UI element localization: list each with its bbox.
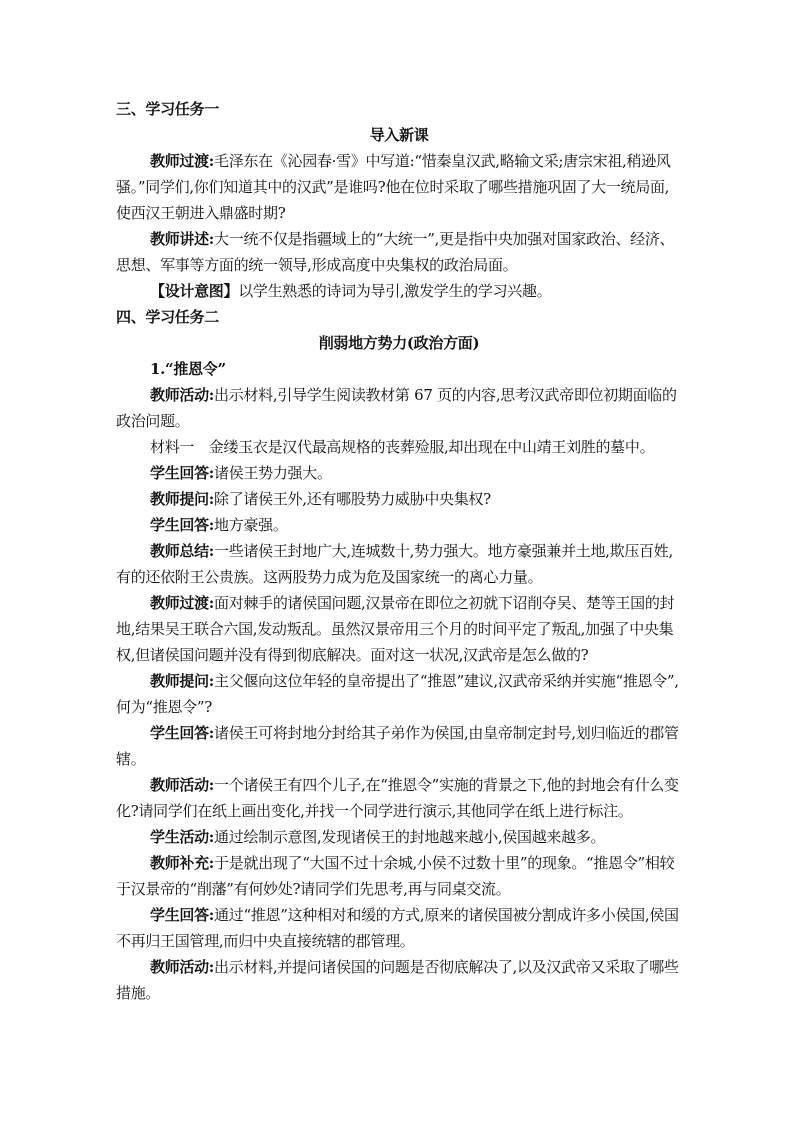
paragraph-text: 毛泽东在《沁园春·雪》中写道:“惜秦皇汉武,略输文采;唐宗宋祖,稍逊风骚。”同学们,你们知道其中的汉武”是谁吗?他在位时采取了哪些措施巩固了大一统局面,使西汉王朝进入鼎盛时期? bbox=[116, 152, 671, 222]
paragraph bbox=[116, 954, 682, 1006]
paragraph-text: 金缕玉衣是汉代最高规格的丧葬殓服,却出现在中山靖王刘胜的墓中。 bbox=[194, 438, 655, 456]
paragraph bbox=[116, 538, 682, 590]
paragraph-label: 教师活动: bbox=[150, 776, 215, 794]
paragraph-text: 主父偃向这位年轻的皇帝提出了“推恩”建议,汉武帝采纳并实施“推恩令”,何为“推恩令”? bbox=[116, 672, 679, 716]
document-body bbox=[116, 96, 682, 1006]
paragraph bbox=[116, 824, 682, 850]
paragraph-text: 出示材料,引导学生阅读教材第 67 页的内容,思考汉武帝即位初期面临的政治问题。 bbox=[116, 386, 677, 430]
paragraph bbox=[116, 850, 682, 902]
section-subtitle: 导入新课 bbox=[369, 126, 429, 144]
paragraph-label: 教师提问: bbox=[150, 672, 215, 690]
material-label: 材料一 bbox=[150, 438, 195, 456]
section-heading: 四、学习任务二 bbox=[116, 308, 219, 326]
subsection-title: 1.“推恩令” bbox=[150, 360, 226, 378]
paragraph-label: 学生回答: bbox=[150, 516, 215, 534]
paragraph bbox=[116, 590, 682, 668]
paragraph-label: 学生回答: bbox=[150, 906, 215, 924]
paragraph bbox=[116, 148, 682, 226]
paragraph-label: 教师过渡: bbox=[150, 594, 215, 612]
paragraph-label: 学生回答: bbox=[150, 464, 215, 482]
paragraph bbox=[116, 668, 682, 720]
paragraph-text: 通过绘制示意图,发现诸侯王的封地越来越小,侯国越来越多。 bbox=[214, 828, 606, 846]
paragraph bbox=[116, 226, 682, 278]
section-heading: 三、学习任务一 bbox=[116, 100, 219, 118]
paragraph-label: 【设计意图】 bbox=[150, 282, 239, 300]
paragraph-text: 地方豪强。 bbox=[214, 516, 288, 534]
paragraph-label: 教师补充: bbox=[150, 854, 215, 872]
paragraph-text: 一个诸侯王有四个儿子,在“推恩令”实施的背景之下,他的封地会有什么变化?请同学们在纸上画出变化,并找一个同学进行演示,其他同学在纸上进行标注。 bbox=[116, 776, 679, 820]
paragraph-text: 通过“推恩”这种相对和缓的方式,原来的诸侯国被分割成许多小侯国,侯国不再归王国管理,而归中央直接统辖的郡管理。 bbox=[116, 906, 679, 950]
paragraph-label: 教师过渡: bbox=[150, 152, 215, 170]
paragraph bbox=[116, 772, 682, 824]
paragraph bbox=[116, 486, 682, 512]
paragraph-text: 于是就出现了“大国不过十余城,小侯不过数十里”的现象。“推恩令”相较于汉景帝的“削藩”有何妙处?请同学们先思考,再与同桌交流。 bbox=[116, 854, 675, 898]
design-intent bbox=[116, 278, 682, 304]
material-quote bbox=[116, 434, 682, 460]
paragraph bbox=[116, 720, 682, 772]
section-subtitle: 削弱地方势力(政治方面) bbox=[318, 334, 480, 352]
paragraph bbox=[116, 512, 682, 538]
paragraph bbox=[116, 460, 682, 486]
paragraph-text: 以学生熟悉的诗词为导引,激发学生的学习兴趣。 bbox=[238, 282, 552, 300]
paragraph-text: 一些诸侯王封地广大,连城数十,势力强大。地方豪强兼并土地,欺压百姓,有的还依附王公贵族。这两股势力成为危及国家统一的离心力量。 bbox=[116, 542, 673, 586]
paragraph-label: 教师总结: bbox=[150, 542, 215, 560]
paragraph-label: 学生活动: bbox=[150, 828, 215, 846]
paragraph-text: 诸侯王可将封地分封给其子弟作为侯国,由皇帝制定封号,划归临近的郡管辖。 bbox=[116, 724, 679, 768]
paragraph-text: 大一统不仅是指疆域上的“大统一”,更是指中央加强对国家政治、经济、思想、军事等方面的统一领导,形成高度中央集权的政治局面。 bbox=[116, 230, 675, 274]
paragraph-text: 出示材料,并提问诸侯国的问题是否彻底解决了,以及汉武帝又采取了哪些措施。 bbox=[116, 958, 679, 1002]
paragraph-label: 教师活动: bbox=[150, 958, 215, 976]
paragraph bbox=[116, 382, 682, 434]
paragraph bbox=[116, 902, 682, 954]
paragraph-label: 学生回答: bbox=[150, 724, 215, 742]
paragraph-label: 教师提问: bbox=[150, 490, 215, 508]
paragraph-text: 除了诸侯王外,还有哪股势力威胁中央集权? bbox=[214, 490, 491, 508]
paragraph-label: 教师讲述: bbox=[150, 230, 215, 248]
paragraph-text: 诸侯王势力强大。 bbox=[214, 464, 332, 482]
paragraph-label: 教师活动: bbox=[150, 386, 215, 404]
paragraph-text: 面对棘手的诸侯国问题,汉景帝在即位之初就下诏削夺吴、楚等王国的封地,结果吴王联合六国,发动叛乱。虽然汉景帝用三个月的时间平定了叛乱,加强了中央集权,但诸侯国问题并没有得到彻底解决。面对这一状况,汉武帝是怎么做的? bbox=[116, 594, 675, 664]
